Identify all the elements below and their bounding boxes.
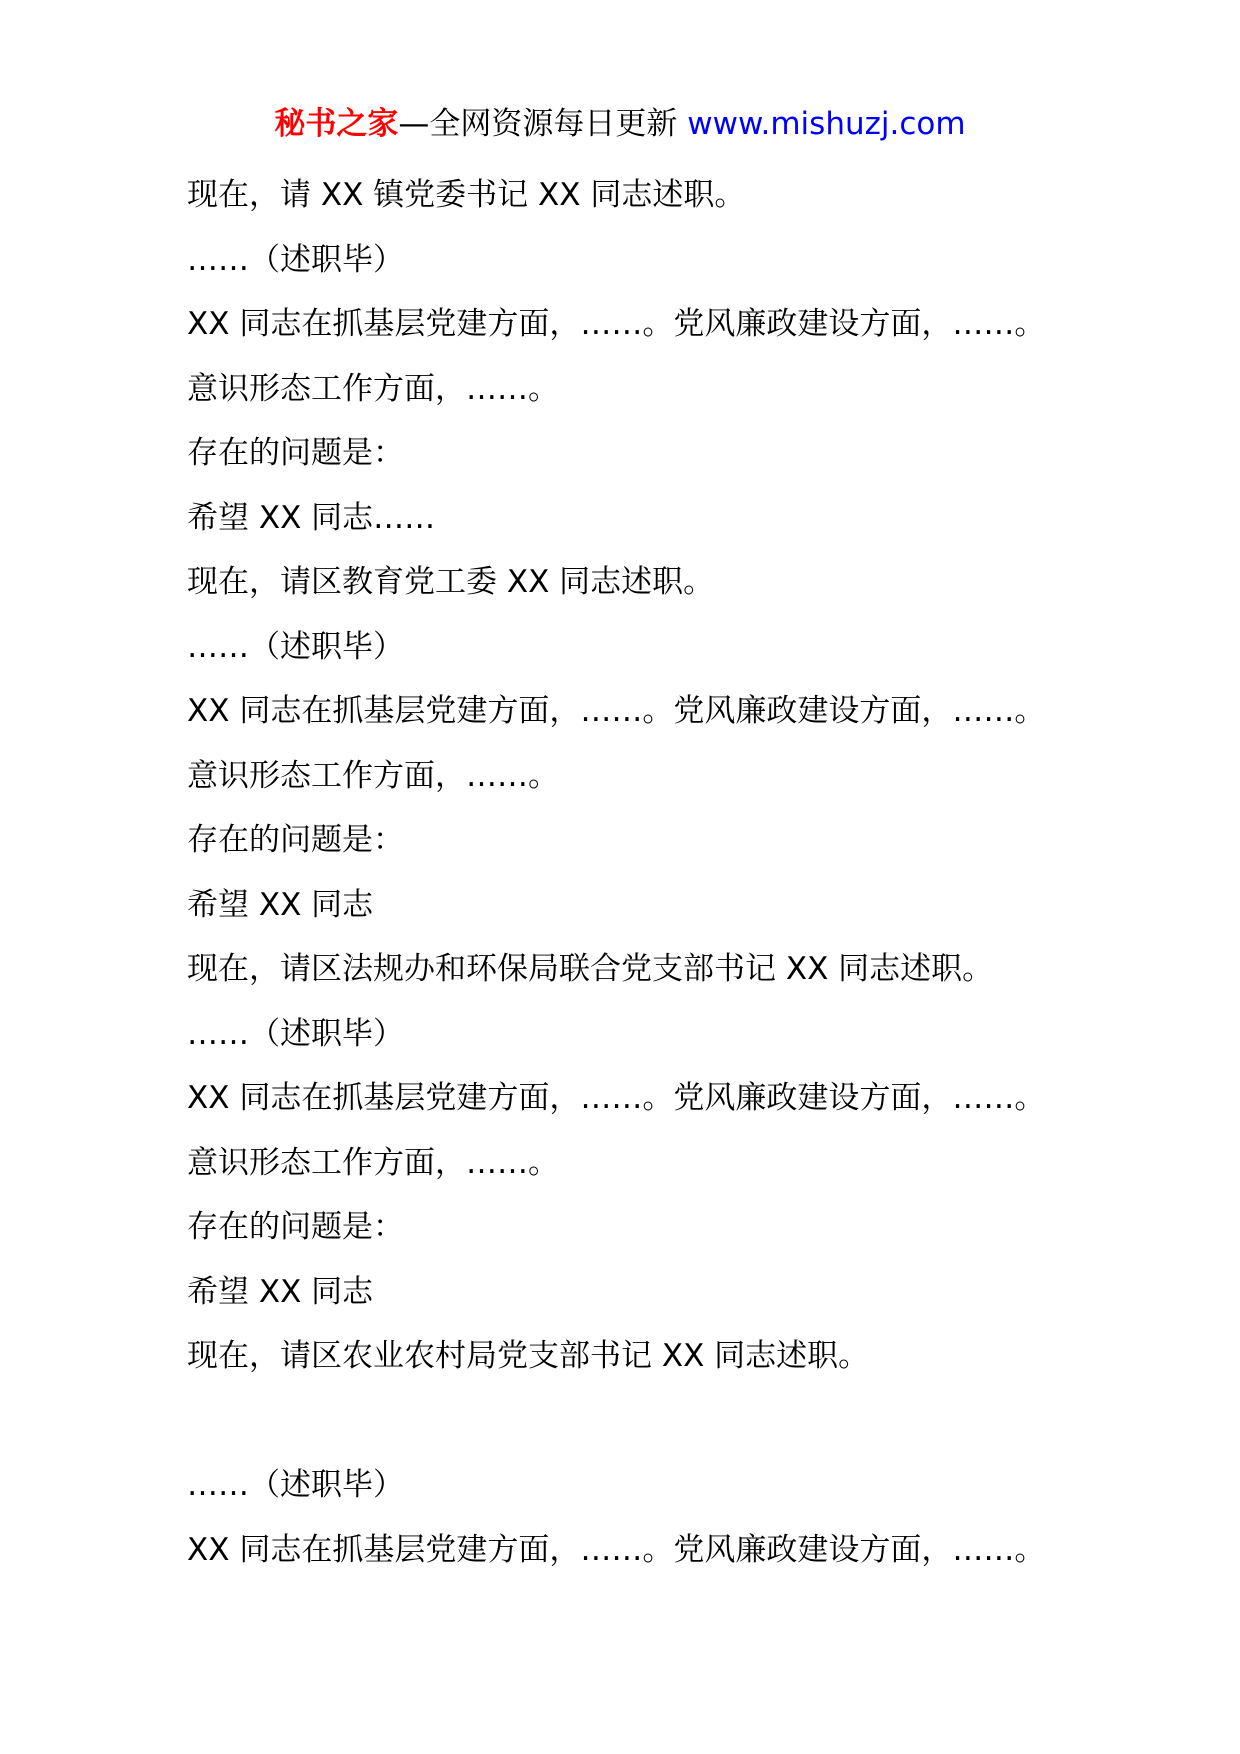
text-line-2: ……（述职毕） <box>187 241 404 278</box>
text-line-1: 现在，请 XX 镇党委书记 XX 同志述职。 <box>187 177 746 213</box>
text-line-13: 现在，请区法规办和环保局联合党支部书记 XX 同志述职。 <box>187 951 994 987</box>
page-header <box>0 98 1240 150</box>
text-line-16: 意识形态工作方面，……。 <box>187 1144 559 1181</box>
text-line-14: ……（述职毕） <box>187 1015 404 1052</box>
text-line-4: 意识形态工作方面，……。 <box>187 370 559 407</box>
text-line-11: 存在的问题是： <box>187 822 404 858</box>
header-tagline: —全网资源每日更新 <box>398 106 688 142</box>
text-line-9: XX 同志在抓基层党建方面，……。党风廉政建设方面，……。 <box>187 693 1046 729</box>
text-line-21: XX 同志在抓基层党建方面，……。党风廉政建设方面，……。 <box>187 1531 1046 1568</box>
text-line-5: 存在的问题是： <box>187 435 404 471</box>
text-line-15: XX 同志在抓基层党建方面，……。党风廉政建设方面，……。 <box>187 1080 1046 1116</box>
text-line-7: 现在，请区教育党工委 XX 同志述职。 <box>187 564 715 600</box>
blank-line <box>187 1389 1087 1454</box>
website-link[interactable]: www.mishuzj.com <box>687 106 966 142</box>
text-line-8: ……（述职毕） <box>187 628 404 665</box>
document-body <box>187 163 1087 1582</box>
text-line-18: 希望 XX 同志 <box>187 1273 374 1310</box>
text-line-17: 存在的问题是： <box>187 1209 404 1245</box>
text-line-10: 意识形态工作方面，……。 <box>187 757 559 794</box>
text-line-19: 现在，请区农业农村局党支部书记 XX 同志述职。 <box>187 1338 870 1374</box>
brand-name: 秘书之家 <box>274 106 399 142</box>
text-line-3: XX 同志在抓基层党建方面，……。党风廉政建设方面，……。 <box>187 306 1046 342</box>
text-line-20: ……（述职毕） <box>187 1467 404 1503</box>
text-line-6: 希望 XX 同志…… <box>187 499 436 536</box>
text-line-12: 希望 XX 同志 <box>187 886 374 923</box>
